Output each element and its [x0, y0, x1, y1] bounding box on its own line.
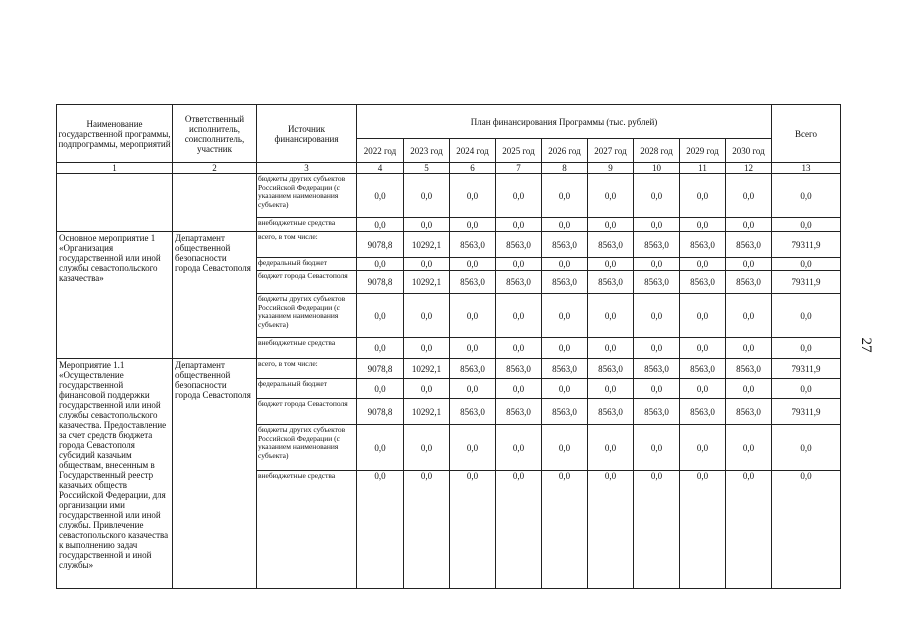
source-cell: бюджеты других субъектов Российской Федерации (с указанием наименования субъекта)	[257, 294, 357, 338]
source-cell: внебюджетные средства	[257, 218, 357, 232]
year-value-cell: 0,0	[588, 338, 634, 359]
year-value-cell: 0,0	[404, 425, 450, 471]
source-cell: всего, в том числе:	[257, 359, 357, 379]
year-value-cell: 0,0	[634, 338, 680, 359]
col-index: 9	[588, 163, 634, 174]
header-plan: План финансирования Программы (тыс. рублей)	[357, 105, 772, 139]
responsible-executor: Департамент общественной безопасности города Севастополя	[173, 359, 257, 589]
total-value-cell: 0,0	[772, 338, 841, 359]
col-index: 4	[357, 163, 404, 174]
year-value-cell: 0,0	[680, 294, 726, 338]
year-value-cell: 0,0	[634, 218, 680, 232]
year-value-cell: 8563,0	[450, 359, 496, 379]
col-index: 2	[173, 163, 257, 174]
header-responsible: Ответственный исполнитель, соисполнитель, участник	[173, 105, 257, 163]
year-value-cell: 0,0	[726, 174, 772, 218]
year-value-cell: 0,0	[726, 258, 772, 271]
year-value-cell: 0,0	[726, 294, 772, 338]
total-value-cell: 79311,9	[772, 399, 841, 425]
year-value-cell: 0,0	[588, 218, 634, 232]
year-value-cell: 9078,8	[357, 399, 404, 425]
total-value-cell: 79311,9	[772, 232, 841, 258]
header-year: 2029 год	[680, 139, 726, 163]
year-value-cell: 0,0	[404, 338, 450, 359]
table-row	[57, 232, 841, 258]
activity-name: Основное мероприятие 1 «Организация государственной или иной службы севастопольского казачества»	[57, 232, 173, 359]
year-value-cell: 8563,0	[726, 399, 772, 425]
year-value-cell: 8563,0	[726, 271, 772, 294]
year-value-cell: 8563,0	[680, 359, 726, 379]
year-value-cell: 0,0	[680, 174, 726, 218]
year-value-cell: 8563,0	[680, 399, 726, 425]
year-value-cell: 8563,0	[450, 399, 496, 425]
col-index: 7	[496, 163, 542, 174]
year-value-cell: 0,0	[450, 379, 496, 399]
year-value-cell: 9078,8	[357, 271, 404, 294]
year-value-cell: 0,0	[588, 471, 634, 589]
total-value-cell: 0,0	[772, 471, 841, 589]
col-index: 13	[772, 163, 841, 174]
total-value-cell: 79311,9	[772, 271, 841, 294]
source-cell: бюджеты других субъектов Российской Федерации (с указанием наименования субъекта)	[257, 425, 357, 471]
year-value-cell: 9078,8	[357, 232, 404, 258]
year-value-cell: 0,0	[450, 258, 496, 271]
year-value-cell: 8563,0	[588, 399, 634, 425]
year-value-cell: 8563,0	[634, 271, 680, 294]
year-value-cell: 0,0	[404, 294, 450, 338]
table-row	[57, 359, 841, 379]
year-value-cell: 0,0	[542, 471, 588, 589]
year-value-cell: 0,0	[634, 425, 680, 471]
index-row	[57, 163, 841, 174]
year-value-cell: 0,0	[726, 218, 772, 232]
year-value-cell: 0,0	[450, 471, 496, 589]
year-value-cell: 10292,1	[404, 359, 450, 379]
year-value-cell: 0,0	[450, 218, 496, 232]
header-total: Всего	[772, 105, 841, 163]
year-value-cell: 0,0	[680, 425, 726, 471]
header-source: Источник финансирования	[257, 105, 357, 163]
year-value-cell: 0,0	[404, 258, 450, 271]
year-value-cell: 0,0	[726, 338, 772, 359]
year-value-cell: 8563,0	[726, 232, 772, 258]
year-value-cell: 0,0	[588, 379, 634, 399]
year-value-cell: 0,0	[542, 258, 588, 271]
year-value-cell: 0,0	[357, 294, 404, 338]
year-value-cell: 0,0	[634, 174, 680, 218]
year-value-cell: 8563,0	[450, 271, 496, 294]
source-cell: федеральный бюджет	[257, 258, 357, 271]
year-value-cell: 0,0	[542, 294, 588, 338]
col-index: 5	[404, 163, 450, 174]
year-value-cell: 0,0	[726, 425, 772, 471]
source-cell: бюджеты других субъектов Российской Федерации (с указанием наименования субъекта)	[257, 174, 357, 218]
year-value-cell: 0,0	[634, 471, 680, 589]
year-value-cell: 8563,0	[634, 399, 680, 425]
year-value-cell: 0,0	[357, 471, 404, 589]
header-year: 2028 год	[634, 139, 680, 163]
col-index: 12	[726, 163, 772, 174]
year-value-cell: 9078,8	[357, 359, 404, 379]
year-value-cell: 0,0	[357, 425, 404, 471]
header-year: 2024 год	[450, 139, 496, 163]
page-number: 27	[858, 337, 874, 353]
year-value-cell: 0,0	[357, 258, 404, 271]
year-value-cell: 8563,0	[634, 232, 680, 258]
year-value-cell: 8563,0	[588, 359, 634, 379]
year-value-cell: 0,0	[496, 425, 542, 471]
year-value-cell: 0,0	[680, 379, 726, 399]
header-year: 2026 год	[542, 139, 588, 163]
total-value-cell: 0,0	[772, 174, 841, 218]
year-value-cell: 0,0	[634, 294, 680, 338]
table-row	[57, 174, 841, 218]
activity-name: Мероприятие 1.1 «Осуществление государственной финансовой поддержки государственной или иной службы севастопольского казачества. Предоставление за счет средств бюджета города Севастополя субсидий казачьим обществам, внесенным в Государственный реестр казачьих обществ Российской Федерации, для организации ими государственной или иной службы. Привлечение севастопольского казачества к выполнению задач государственной и иной службы»	[57, 359, 173, 589]
year-value-cell: 8563,0	[542, 359, 588, 379]
source-cell: федеральный бюджет	[257, 379, 357, 399]
year-value-cell: 0,0	[680, 338, 726, 359]
source-cell: внебюджетные средства	[257, 471, 357, 589]
source-cell: бюджет города Севастополя	[257, 399, 357, 425]
year-value-cell: 8563,0	[542, 271, 588, 294]
continued-resp-cell	[173, 174, 257, 232]
year-value-cell: 8563,0	[496, 271, 542, 294]
year-value-cell: 0,0	[588, 425, 634, 471]
total-value-cell: 0,0	[772, 258, 841, 271]
year-value-cell: 0,0	[542, 338, 588, 359]
year-value-cell: 8563,0	[542, 232, 588, 258]
year-value-cell: 0,0	[496, 258, 542, 271]
header-year: 2023 год	[404, 139, 450, 163]
year-value-cell: 0,0	[450, 338, 496, 359]
year-value-cell: 8563,0	[496, 399, 542, 425]
year-value-cell: 10292,1	[404, 232, 450, 258]
year-value-cell: 0,0	[357, 379, 404, 399]
year-value-cell: 0,0	[450, 174, 496, 218]
year-value-cell: 0,0	[726, 471, 772, 589]
year-value-cell: 8563,0	[588, 232, 634, 258]
year-value-cell: 0,0	[357, 218, 404, 232]
year-value-cell: 0,0	[542, 174, 588, 218]
year-value-cell: 0,0	[542, 425, 588, 471]
source-cell: всего, в том числе:	[257, 232, 357, 258]
year-value-cell: 0,0	[496, 338, 542, 359]
year-value-cell: 8563,0	[496, 232, 542, 258]
year-value-cell: 0,0	[404, 218, 450, 232]
total-value-cell: 0,0	[772, 218, 841, 232]
col-index: 8	[542, 163, 588, 174]
year-value-cell: 0,0	[404, 379, 450, 399]
year-value-cell: 0,0	[450, 425, 496, 471]
continued-name-cell	[57, 174, 173, 232]
year-value-cell: 0,0	[496, 379, 542, 399]
year-value-cell: 0,0	[634, 258, 680, 271]
year-value-cell: 0,0	[496, 294, 542, 338]
total-value-cell: 79311,9	[772, 359, 841, 379]
year-value-cell: 0,0	[680, 218, 726, 232]
col-index: 1	[57, 163, 173, 174]
year-value-cell: 0,0	[404, 471, 450, 589]
year-value-cell: 0,0	[357, 174, 404, 218]
header-name: Наименование государственной программы, подпрограммы, мероприятий	[57, 105, 173, 163]
year-value-cell: 8563,0	[450, 232, 496, 258]
year-value-cell: 0,0	[357, 338, 404, 359]
year-value-cell: 10292,1	[404, 271, 450, 294]
source-cell: внебюджетные средства	[257, 338, 357, 359]
year-value-cell: 0,0	[588, 294, 634, 338]
source-cell: бюджет города Севастополя	[257, 271, 357, 294]
year-value-cell: 0,0	[634, 379, 680, 399]
year-value-cell: 0,0	[542, 379, 588, 399]
year-value-cell: 8563,0	[588, 271, 634, 294]
col-index: 6	[450, 163, 496, 174]
header-year: 2022 год	[357, 139, 404, 163]
year-value-cell: 0,0	[496, 471, 542, 589]
responsible-executor: Департамент общественной безопасности города Севастополя	[173, 232, 257, 359]
year-value-cell: 0,0	[588, 258, 634, 271]
col-index: 10	[634, 163, 680, 174]
year-value-cell: 8563,0	[680, 271, 726, 294]
year-value-cell: 0,0	[588, 174, 634, 218]
year-value-cell: 8563,0	[634, 359, 680, 379]
total-value-cell: 0,0	[772, 379, 841, 399]
total-value-cell: 0,0	[772, 425, 841, 471]
col-index: 3	[257, 163, 357, 174]
col-index: 11	[680, 163, 726, 174]
year-value-cell: 0,0	[726, 379, 772, 399]
financing-table	[56, 104, 841, 589]
year-value-cell: 0,0	[680, 258, 726, 271]
header-year: 2027 год	[588, 139, 634, 163]
year-value-cell: 0,0	[496, 218, 542, 232]
year-value-cell: 8563,0	[726, 359, 772, 379]
total-value-cell: 0,0	[772, 294, 841, 338]
year-value-cell: 8563,0	[542, 399, 588, 425]
year-value-cell: 8563,0	[680, 232, 726, 258]
year-value-cell: 0,0	[680, 471, 726, 589]
header-year: 2025 год	[496, 139, 542, 163]
year-value-cell: 8563,0	[496, 359, 542, 379]
year-value-cell: 0,0	[404, 174, 450, 218]
header-year: 2030 год	[726, 139, 772, 163]
year-value-cell: 0,0	[496, 174, 542, 218]
year-value-cell: 0,0	[542, 218, 588, 232]
year-value-cell: 0,0	[450, 294, 496, 338]
year-value-cell: 10292,1	[404, 399, 450, 425]
